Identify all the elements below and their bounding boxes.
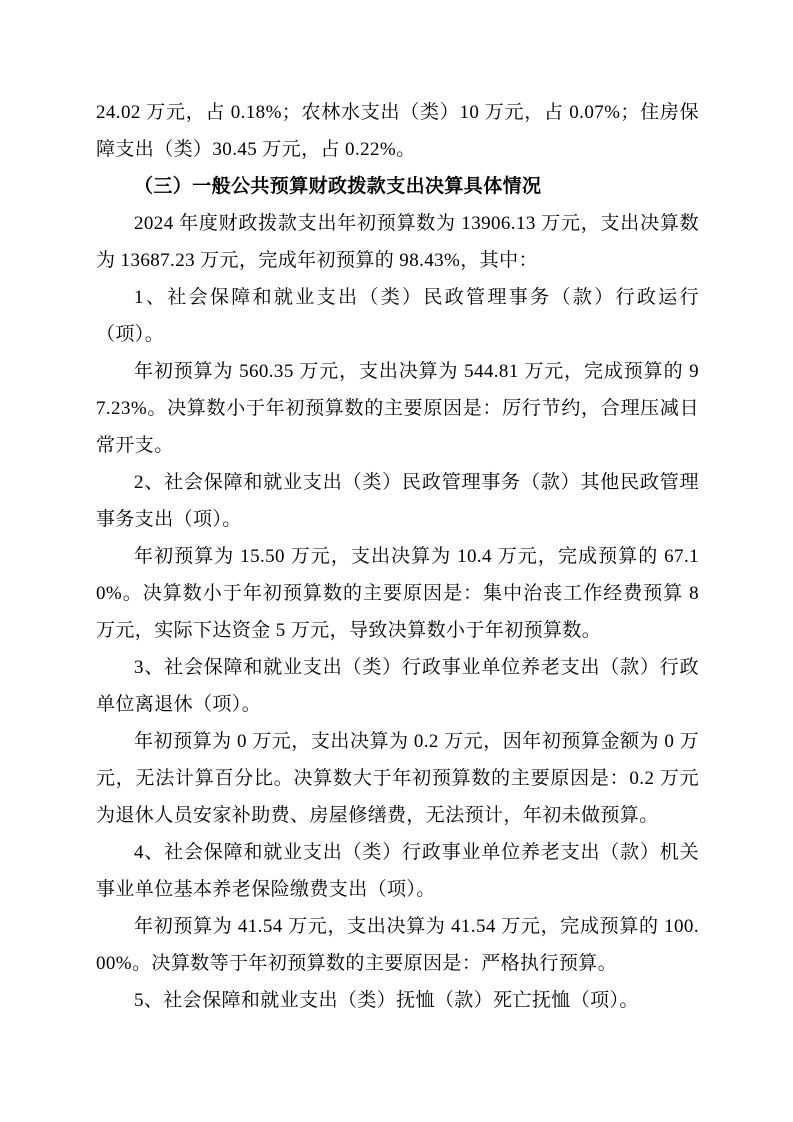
paragraph-item-5-title: 5、社会保障和就业支出（类）抚恤（款）死亡抚恤（项）。 — [134, 990, 639, 1011]
paragraph-item-4-detail: 年初预算为 41.54 万元，支出决算为 41.54 万元，完成预算的 100.00%。决算数等于年初预算数的主要原因是：严格执行预算。 — [96, 916, 699, 974]
paragraph-item-3-detail: 年初预算为 0 万元，支出决算为 0.2 万元，因年初预算金额为 0 万元，无法计算百分比。决算数大于年初预算数的主要原因是：0.2 万元为退休人员安家补助费、房屋修缮费，无法预计，年初未做预算。 — [96, 731, 699, 826]
paragraph-item-2-detail: 年初预算为 15.50 万元，支出决算为 10.4 万元，完成预算的 67.10%。决算数小于年初预算数的主要原因是：集中治丧工作经费预算 8 万元，实际下达资金 5 万元，导致决算数小于年初预算数。 — [96, 546, 699, 641]
paragraph-item-2-title: 2、社会保障和就业支出（类）民政管理事务（款）其他民政管理事务支出（项）。 — [96, 472, 699, 530]
paragraph-intro: 2024 年度财政拨款支出年初预算数为 13906.13 万元，支出决算数为 13687.23 万元，完成年初预算的 98.43%，其中： — [96, 213, 699, 271]
paragraph-item-3-title: 3、社会保障和就业支出（类）行政事业单位养老支出（款）行政单位离退休（项）。 — [96, 657, 699, 715]
paragraph-item-1-detail: 年初预算为 560.35 万元，支出决算为 544.81 万元，完成预算的 97.23%。决算数小于年初预算数的主要原因是：厉行节约，合理压减日常开支。 — [96, 361, 699, 456]
section-heading: （三）一般公共预算财政拨款支出决算具体情况 — [134, 176, 542, 197]
paragraph-continuation: 24.02 万元，占 0.18%；农林水支出（类）10 万元，占 0.07%；住房保障支出（类）30.45 万元，占 0.22%。 — [96, 102, 699, 160]
paragraph-item-1-title: 1、社会保障和就业支出（类）民政管理事务（款）行政运行（项）。 — [96, 287, 699, 345]
paragraph-item-4-title: 4、社会保障和就业支出（类）行政事业单位养老支出（款）机关事业单位基本养老保险缴费支出（项）。 — [96, 842, 699, 900]
